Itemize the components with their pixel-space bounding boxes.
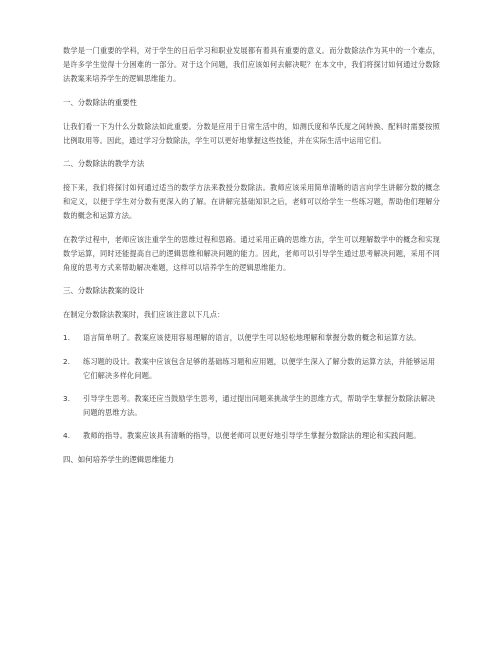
list-item-text: 练习题的设计。教案中应该包含足够的基础练习题和应用题，以便学生深入了解分数的运算方法，并能够运用它们解决多样化问题。: [83, 356, 436, 380]
list-item-number: 2.: [63, 356, 71, 366]
list-item: [63, 429, 440, 443]
section-heading-1: 一、分数除法的重要性: [63, 97, 137, 107]
list-item-text: 引导学生思考。教案还应当鼓励学生思考，通过提出问题来挑战学生的思维方式，帮助学生掌握分数除法解决问题的思维方法。: [83, 394, 436, 418]
section-1-paragraph-1: 让我们看一下为什么分数除法如此重要。分数是应用于日常生活中的，如测氏度和华氏度之间转换、配料时需要按照比例取用等。因此，通过学习分数除法，学生可以更好地掌握这些技能，并在实际生活中运用它们。: [63, 121, 440, 145]
design-points-list: [63, 331, 440, 443]
document-page: [63, 44, 440, 477]
list-item-text: 语言简单明了。教案应该使用容易理解的语言，以便学生可以轻松地理解和掌握分数的概念和运算方法。: [83, 333, 421, 343]
list-item-number: 4.: [63, 431, 71, 441]
list-item-number: 1.: [63, 333, 71, 343]
list-item: [63, 331, 440, 345]
section-2-paragraph-2: 在教学过程中，老师应该注重学生的思维过程和思路。通过采用正确的思维方法，学生可以理解数学中的概念和实现数学运算，同时还能提高自己的逻辑思维和解决问题的能力。因此，老师可以引导学生通过思考解决问题，采用不同角度的思考方式来帮助解决难题，这样可以培养学生的逻辑思维能力。: [63, 234, 440, 273]
section-heading-3: 三、分数除法教案的设计: [63, 286, 145, 296]
intro-paragraph: 数学是一门重要的学科，对于学生的日后学习和职业发展都有着具有重要的意义。而分数除法作为其中的一个难点，是许多学生觉得十分困难的一部分。对于这个问题，我们应该如何去解决呢？在本文中，我们将探讨如何通过分数除法教案来培养学生的逻辑思维能力。: [63, 46, 440, 84]
section-heading-4: 四、如何培养学生的逻辑思维能力: [63, 454, 174, 464]
list-item: [63, 392, 440, 420]
section-2-paragraph-1: 接下来，我们将探讨如何通过适当的数学方法来教授分数除法。教师应该采用简单清晰的语言向学生讲解分数的概念和定义，以便于学生对分数有更深入的了解。在讲解完基础知识之后，老师可以给学生一些练习题，帮助他们理解分数的概念和运算方法。: [63, 183, 440, 221]
list-item-text: 教师的指导。教案应该具有清晰的指导，以便老师可以更好地引导学生掌握分数除法的理论和实践问题。: [83, 431, 421, 441]
list-item: [63, 355, 440, 383]
section-3-paragraph-1: 在制定分数除法教案时，我们应该注意以下几点：: [63, 310, 225, 320]
list-item-number: 3.: [63, 394, 71, 404]
section-heading-2: 二、分数除法的教学方法: [63, 159, 145, 169]
